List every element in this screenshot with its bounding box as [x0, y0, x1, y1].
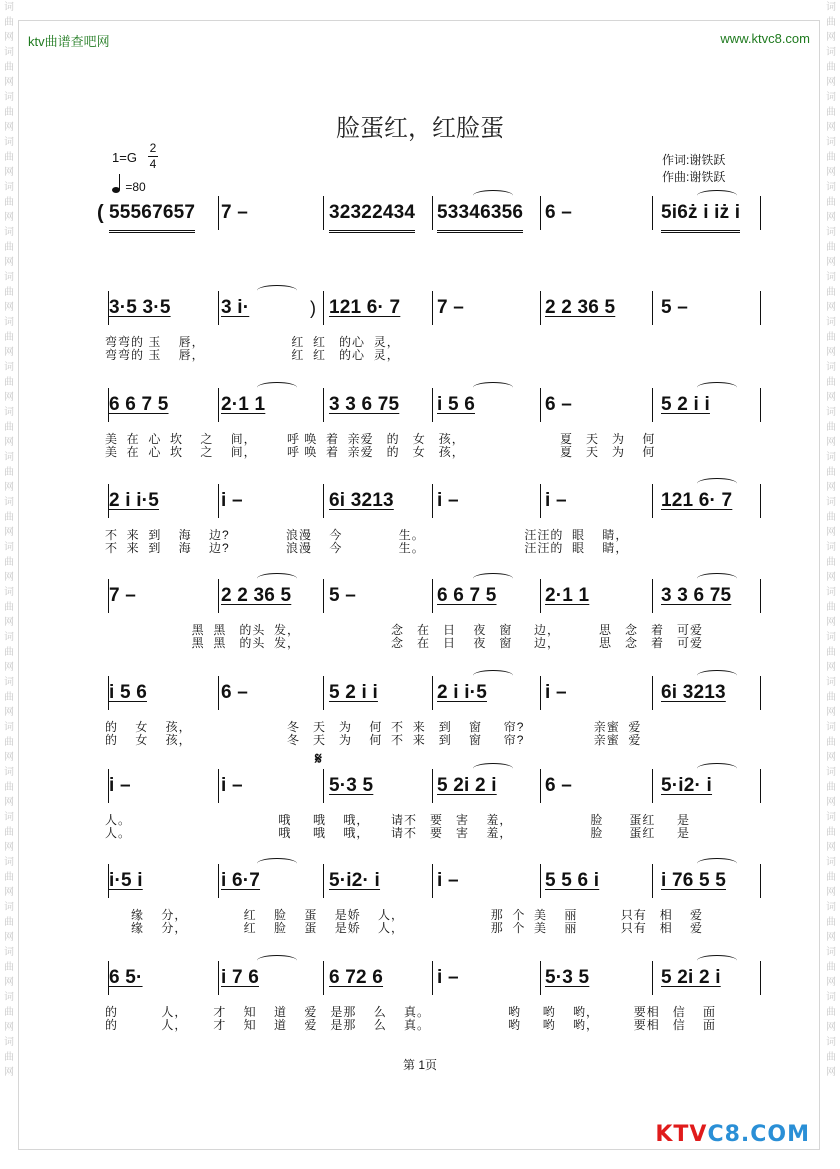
side-watermark-left: 词曲网词曲网词曲网词曲网词曲网词曲网词曲网词曲网词曲网词曲网词曲网词曲网词曲网词曲网词曲网词曲网词曲网词曲网词曲网词曲网词曲网词曲网词曲网词曲网	[4, 2, 14, 1078]
lyric-line: 弯弯的 玉 唇， 红 红 的心 灵，	[105, 335, 400, 349]
bar-line	[432, 769, 433, 803]
bar-line	[323, 961, 324, 995]
measure: 5·i2· i	[661, 775, 713, 796]
bar-line	[323, 484, 324, 518]
bar-line	[760, 484, 761, 518]
measure: i –	[437, 490, 459, 511]
measure: 32322434	[329, 200, 415, 233]
time-signature-top: 2	[149, 141, 157, 155]
score-system	[105, 965, 765, 1032]
bar-line	[540, 961, 541, 995]
bar-line	[432, 579, 433, 613]
score-system	[105, 295, 765, 362]
slur-mark	[257, 955, 297, 966]
bar-line	[540, 676, 541, 710]
measure: i 76 5 5	[661, 870, 726, 891]
bar-line	[760, 676, 761, 710]
slur-mark	[697, 858, 737, 869]
measure: 3 3 6 75	[661, 585, 732, 606]
slur-mark	[473, 573, 513, 584]
measure: i –	[545, 682, 567, 703]
measure: 6 –	[545, 394, 573, 415]
bar-line	[652, 864, 653, 898]
bar-line	[323, 676, 324, 710]
measure: 6 6 7 5	[437, 585, 497, 606]
bar-line	[218, 579, 219, 613]
measure: 6 72 6	[329, 967, 384, 988]
measure: i 5 6	[109, 682, 147, 703]
lyric-line: 缘 分， 红 脸 蛋 是娇 人， 那 个 美 丽 只有 相 爱	[105, 921, 704, 935]
bar-line	[323, 388, 324, 422]
lyric-line: 的 人， 才 知 道 爱 是那 么 真。 哟 哟 哟， 要相 信 面	[105, 1005, 717, 1019]
measure: 5 2i 2 i	[661, 967, 721, 988]
measure: 121 6· 7	[661, 490, 733, 511]
score-system	[97, 200, 765, 234]
bar-line	[652, 291, 653, 325]
slur-mark	[697, 763, 737, 774]
slur-mark	[257, 285, 297, 296]
bar-line	[218, 484, 219, 518]
slur-mark	[697, 190, 737, 201]
measure: 5 –	[329, 585, 357, 606]
slur-mark	[257, 858, 297, 869]
logo-part-1: KTV	[655, 1122, 708, 1147]
staff-line	[105, 295, 765, 329]
measure: 2·1 1	[545, 585, 590, 606]
measure: 6 6 7 5	[109, 394, 169, 415]
measure: 5 –	[661, 297, 689, 318]
bar-line	[432, 388, 433, 422]
measure: i –	[109, 775, 131, 796]
credits	[662, 152, 725, 186]
measure: i –	[437, 870, 459, 891]
bar-line	[323, 579, 324, 613]
bar-line	[432, 961, 433, 995]
slur-mark	[697, 670, 737, 681]
measure: 2·1 1	[221, 394, 266, 415]
lyric-line: 的 人， 才 知 道 爱 是那 么 真。 哟 哟 哟， 要相 信 面	[105, 1018, 717, 1032]
side-watermark-right: 词曲网词曲网词曲网词曲网词曲网词曲网词曲网词曲网词曲网词曲网词曲网词曲网词曲网词曲网词曲网词曲网词曲网词曲网词曲网词曲网词曲网词曲网词曲网词曲网	[826, 2, 836, 1078]
measure: 7 –	[437, 297, 465, 318]
measure: i –	[221, 775, 243, 796]
bar-line	[218, 196, 219, 230]
tempo-value: =80	[125, 180, 146, 194]
slur-mark	[257, 382, 297, 393]
staff-line	[105, 392, 765, 426]
bar-line	[760, 579, 761, 613]
measure: 55567657	[109, 200, 195, 233]
site-name-left[interactable]: ktv曲谱查吧网	[28, 34, 110, 49]
staff-line	[105, 965, 765, 999]
bar-line	[760, 291, 761, 325]
measure: 3 3 6 75	[329, 394, 400, 415]
lyricist: 作词:谢铁跃	[662, 153, 726, 167]
staff-line	[105, 680, 765, 714]
measure: 5 2 i i	[329, 682, 378, 703]
bar-line	[432, 864, 433, 898]
bar-line	[540, 291, 541, 325]
measure: 6i 3213	[329, 490, 394, 511]
bar-line	[652, 769, 653, 803]
bar-line	[323, 196, 324, 230]
lyric-line: 人。 哦 哦 哦， 请不 要 害 羞， 脸 蛋红 是	[105, 813, 691, 827]
lyric-line: 缘 分， 红 脸 蛋 是娇 人， 那 个 美 丽 只有 相 爱	[105, 908, 704, 922]
staff-line	[105, 868, 765, 902]
staff-line	[105, 488, 765, 522]
staff-line	[105, 751, 765, 807]
bar-line	[760, 961, 761, 995]
measure: 5i6ż i iż i	[661, 200, 740, 233]
bar-line	[540, 388, 541, 422]
score-system	[105, 392, 765, 459]
song-title: 脸蛋红，红脸蛋	[336, 114, 504, 142]
lyric-line: 人。 哦 哦 哦， 请不 要 害 羞， 脸 蛋红 是	[105, 826, 691, 840]
measure: i –	[221, 490, 243, 511]
slur-mark	[697, 382, 737, 393]
tempo-marking	[112, 180, 146, 194]
measure: i 6·7	[221, 870, 261, 891]
measure: 5 2i 2 i	[437, 775, 497, 796]
lyric-line: 美 在 心 坎 之 间， 呼 唤 着 亲爱 的 女 孩， 夏 天 为 何	[105, 445, 656, 459]
time-signature-bottom: 4	[149, 157, 157, 171]
measure: 7 –	[221, 202, 249, 223]
measure: 53346356	[437, 200, 523, 233]
repeat-bracket: (	[97, 202, 104, 224]
score-system	[105, 583, 765, 650]
lyric-line: 的 女 孩， 冬 天 为 何 不 来 到 窗 帘? 亲蜜 爱	[105, 720, 642, 734]
bar-line	[218, 769, 219, 803]
page-number: 第 1页	[402, 1058, 437, 1072]
bar-line	[652, 484, 653, 518]
slur-mark	[697, 573, 737, 584]
lyric-line: 不 来 到 海 边? 浪漫 今 生。 汪汪的 眼 睛，	[105, 541, 629, 555]
bar-line	[218, 961, 219, 995]
measure: 2 i i·5	[109, 490, 159, 511]
segno-icon: 𝄋	[315, 751, 322, 768]
measure: 5 5 6 i	[545, 870, 600, 891]
bar-line	[323, 864, 324, 898]
measure: 5 2 i i	[661, 394, 710, 415]
lyric-line: 不 来 到 海 边? 浪漫 今 生。 汪汪的 眼 睛，	[105, 528, 629, 542]
measure: 5·3 5	[545, 967, 590, 988]
lyric-line: 美 在 心 坎 之 间， 呼 唤 着 亲爱 的 女 孩， 夏 天 为 何	[105, 432, 656, 446]
measure: 2 2 36 5	[221, 585, 292, 606]
composer: 作曲:谢铁跃	[662, 170, 726, 184]
score-system	[105, 488, 765, 555]
bar-line	[323, 769, 324, 803]
bar-line	[652, 196, 653, 230]
slur-mark	[473, 382, 513, 393]
bar-line	[432, 484, 433, 518]
staff-line	[97, 200, 765, 234]
measure: 2 2 36 5	[545, 297, 616, 318]
bar-line	[652, 676, 653, 710]
measure: i 7 6	[221, 967, 259, 988]
measure: 3·5 3·5	[109, 297, 171, 318]
measure: i –	[545, 490, 567, 511]
lyric-line: 弯弯的 玉 唇， 红 红 的心 灵，	[105, 348, 400, 362]
bar-line	[218, 676, 219, 710]
measure: 6 –	[221, 682, 249, 703]
logo-part-2: C8.COM	[707, 1122, 810, 1147]
staff-line	[105, 583, 765, 617]
measure: 5·i2· i	[329, 870, 381, 891]
site-logo	[655, 1122, 810, 1147]
repeat-bracket-close: )	[310, 298, 316, 318]
bar-line	[540, 769, 541, 803]
bar-line	[540, 579, 541, 613]
bar-line	[218, 388, 219, 422]
bar-line	[760, 196, 761, 230]
measure: i –	[437, 967, 459, 988]
bar-line	[760, 864, 761, 898]
score-system	[105, 680, 765, 747]
score-system	[105, 868, 765, 935]
measure: 6i 3213	[661, 682, 726, 703]
measure: 6 –	[545, 202, 573, 223]
measure: i·5 i	[109, 870, 143, 891]
bar-line	[432, 196, 433, 230]
bar-line	[760, 388, 761, 422]
bar-line	[218, 291, 219, 325]
measure: 3 i·	[221, 297, 250, 318]
slur-mark	[697, 478, 737, 489]
bar-line	[540, 196, 541, 230]
bar-line	[432, 676, 433, 710]
score-system	[105, 751, 765, 840]
key-signature: 1=G	[112, 150, 137, 165]
measure: 7 –	[109, 585, 137, 606]
slur-mark	[697, 955, 737, 966]
slur-mark	[473, 190, 513, 201]
measure: 2 i i·5	[437, 682, 487, 703]
bar-line	[652, 961, 653, 995]
bar-line	[540, 864, 541, 898]
measure: i 5 6	[437, 394, 475, 415]
bar-line	[760, 769, 761, 803]
slur-mark	[473, 670, 513, 681]
quarter-note-icon	[112, 187, 120, 193]
measure: 121 6· 7	[329, 297, 401, 318]
bar-line	[432, 291, 433, 325]
time-signature	[148, 142, 158, 171]
lyric-line: 黑 黑 的头 发， 念 在 日 夜 窗 边， 思 念 着 可爱	[105, 623, 704, 637]
lyric-line: 黑 黑 的头 发， 念 在 日 夜 窗 边， 思 念 着 可爱	[105, 636, 704, 650]
measure: 6 –	[545, 775, 573, 796]
slur-mark	[257, 573, 297, 584]
bar-line	[323, 291, 324, 325]
bar-line	[652, 388, 653, 422]
bar-line	[652, 579, 653, 613]
bar-line	[540, 484, 541, 518]
site-url-right[interactable]: www.ktvc8.com	[720, 31, 810, 46]
measure: 6 5·	[109, 967, 143, 988]
bar-line	[218, 864, 219, 898]
measure: 5·3 5	[329, 775, 374, 796]
slur-mark	[473, 763, 513, 774]
lyric-line: 的 女 孩， 冬 天 为 何 不 来 到 窗 帘? 亲蜜 爱	[105, 733, 642, 747]
